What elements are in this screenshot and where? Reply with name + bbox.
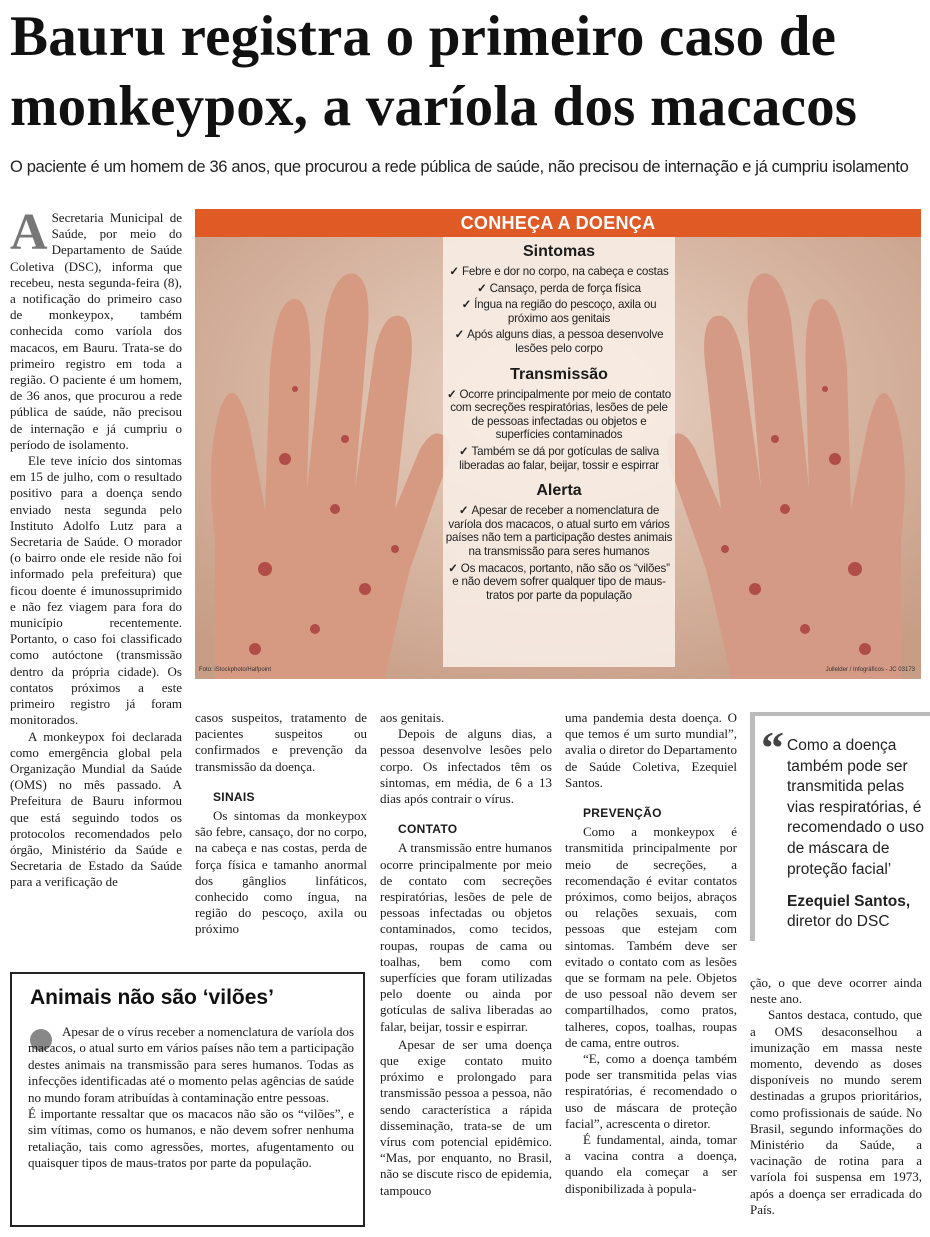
photo-credit: Foto: iStockphoto/Halfpoint: [199, 667, 272, 673]
infographic-text: [443, 241, 675, 605]
alerta-item: ✓ Apesar de receber a nomenclatura de varíola dos macacos, o atual surto em vários países não tem a participação destes animais na transmissão para seres humanos: [445, 504, 673, 558]
article-paragraph: Como a monkeypox é transmitida principalmente por meio de secreções, a recomendação é evitar contatos próximos, como beijos, abraços ou relações sexuais, com pessoas que estejam com sintomas. Também deve ser evitado o contato com as lesões que se formam na pele. Objetos de uso pessoal não devem ser compartilhados, como pratos, talheres, copos, toalhas, roupas de cama, entre outros.: [565, 824, 737, 1050]
article-paragraph: ção, o que deve ocorrer ainda neste ano.: [750, 975, 922, 1007]
transmissao-item: ✓ Também se dá por gotículas de saliva liberadas ao falar, beijar, tossir e espirrar: [459, 444, 659, 472]
article-paragraph: aos genitais.: [380, 710, 445, 725]
transmissao-item: ✓ Ocorre principalmente por meio de contato com secreções respiratórias, lesões de pele de pessoas infectadas ou objetos e superfícies contaminados: [446, 387, 672, 442]
quote-author: Ezequiel Santos, diretor do DSC: [787, 893, 911, 930]
pull-quote: [750, 712, 930, 941]
article-paragraph: A Secretaria Municipal de Saúde, por meio do Departamento de Saúde Coletiva (DSC), informa que recebeu, nesta segunda-feira (8), a notificação do primeiro caso de monkeypox, também conhecida como varíola dos macacos, em Bauru. Trata-se do primeiro registro em toda a região. O paciente é um homem, de 36 anos, que procurou a rede pública de saúde, não precisou de internação e já cumpriu o período de isolamento.: [10, 210, 182, 452]
infographic-banner-title: CONHEÇA A DOENÇA: [460, 213, 656, 233]
check-icon: ✓: [461, 298, 472, 312]
sintomas-title: Sintomas: [522, 243, 595, 260]
headline: Bauru registra o primeiro caso de monkeypox, a varíola dos macacos: [10, 5, 858, 138]
box-paragraph: Apesar de o vírus receber a nomenclatura de varíola dos macacos, o atual surto em vários países não tem a participação destes animais na transmissão para seres humanos. Todas as infecções identificadas até o momento pelas agências de saúde no mundo foram atribuídas à contaminação entre pessoas.: [28, 1024, 355, 1105]
article-column-5: [750, 975, 922, 1230]
article-paragraph: Os sintomas da monkeypox são febre, cansaço, dor no corpo, na cabeça e nas costas, perda de força física e tamanho anormal dos gânglios linfáticos, conhecido como íngua, na região do pescoço, axila ou próximo: [195, 808, 367, 937]
alerta-item: ✓ Os macacos, portanto, não são os “vilões” e não devem sofrer qualquer tipo de maus-tratos por parte da população: [448, 561, 670, 602]
article-paragraph: É fundamental, ainda, tomar a vacina contra a doença, quando ela começar a ser disponibilizada à popula-: [565, 1132, 737, 1196]
section-heading-contato: CONTATO: [398, 822, 458, 837]
article-paragraph: “E, como a doença também pode ser transmitida pelas vias respiratórias, é recomendado o uso de máscara de proteção facial”, acrescenta o diretor.: [565, 1051, 737, 1131]
alerta-title: Alerta: [536, 482, 582, 500]
article-column-2: [195, 710, 367, 950]
subheadline: O paciente é um homem de 36 anos, que procurou a rede pública de saúde, não precisou de internação e já cumpriu isolamento: [10, 158, 909, 176]
check-icon: ✓: [458, 504, 469, 518]
sintoma-item: ✓ Íngua na região do pescoço, axila ou próximo aos genitais: [461, 298, 657, 325]
article-paragraph: Apesar de ser uma doença que exige contato muito próximo e prolongado para transmissão pessoa a pessoa, não sendo característica a rápida disseminação, trata-se de um vírus com potencial epidêmico. “Mas, por enquanto, no Brasil, não se discute risco de epidemia, tampouco: [380, 1036, 552, 1198]
box-paragraph: É importante ressaltar que os macacos não são os “vilões”, e sim vítimas, como os humanos, e não devem sofrer nenhuma retaliação, tais como agressões, mortes, afugentamento ou quaisquer tipos de maus-tratos por parte da população.: [28, 1106, 354, 1171]
section-heading-prevencao: PREVENÇÃO: [583, 806, 662, 821]
check-icon: ✓: [449, 265, 459, 278]
article-column-4: [565, 710, 737, 1230]
article-column-1: [10, 210, 182, 950]
dropcap: A: [10, 210, 48, 261]
article-paragraph: A monkeypox foi declarada como emergência global pela Organização Mundial da Saúde (OMS) no mês passado. A Prefeitura de Bauru informou que está seguindo todos os protocolos recomendados pelo órgão, Ministério da Saúde e Secretaria de Estado da Saúde para a verificação de: [10, 728, 182, 890]
article-paragraph: casos suspeitos, tratamento de pacientes suspeitos ou confirmados e prevenção da transmissão da doença.: [195, 710, 367, 774]
infographic-credit: Jullelder / Infográficos - JC 03173: [825, 667, 915, 673]
check-icon: ✓: [454, 328, 465, 342]
check-icon: ✓: [459, 444, 469, 458]
sintoma-item: ✓ Febre e dor no corpo, na cabeça e costas: [449, 265, 669, 278]
quote-mark-icon: “: [761, 722, 784, 773]
article-paragraph: A transmissão entre humanos ocorre principalmente por meio de contato com secreções respiratórias, lesões de pele de pessoas infectadas ou objetos contaminados, como tecidos, roupas, roupas de cama ou toalhas, bem como com superfícies que foram utilizadas pelo doente ou ainda por gotículas de saliva liberadas ao falar, beijar, tossir e espirrar.: [380, 840, 552, 1034]
infographic: [195, 209, 921, 679]
box-text: [28, 1024, 354, 1172]
article-column-3: [380, 710, 552, 1230]
box-title: Animais não são ‘vilões’: [30, 986, 274, 1009]
article-paragraph: uma pandemia desta doença. O que temos é um surto mundial”, avalia o diretor do Departamento de Saúde Coletiva, Ezequiel Santos.: [565, 710, 737, 790]
check-icon: ✓: [477, 281, 487, 295]
section-heading-sinais: SINAIS: [213, 789, 255, 804]
quote-text: Como a doença também pode ser transmitida pelas vias respiratórias, é recomendado o uso de máscara de proteção facial’: [787, 737, 925, 878]
sidebar-box: [10, 972, 365, 1227]
transmissao-title: Transmissão: [510, 365, 608, 383]
check-icon: ✓: [448, 561, 458, 575]
check-icon: ✓: [446, 387, 457, 401]
sintoma-item: ✓ Cansaço, perda de força física: [477, 281, 641, 295]
article-paragraph: Depois de alguns dias, a pessoa desenvolve lesões pelo corpo. Os infectados têm os sintomas, em média, de 6 a 13 dias após contrair o vírus.: [380, 726, 552, 807]
sintoma-item: ✓ Após alguns dias, a pessoa desenvolve lesões pelo corpo: [454, 328, 664, 355]
article-paragraph: Ele teve início dos sintomas em 15 de julho, com o resultado positivo para a doença sendo enviado nesta segunda pelo Instituto Adolfo Lutz para a Secretaria de Saúde. O morador (o bairro onde ele reside não foi informado pela prefeitura) que ficou doente é imunossuprimido e não fez viagem para fora do município recentemente. Portanto, o caso foi classificado como autóctone (transmissão dentro da própria cidade). Os contatos próximos a este primeiro registro já foram monitorados.: [10, 453, 182, 728]
article-paragraph: Santos destaca, contudo, que a OMS desaconselhou a imunização em massa neste momento, devendo as doses disponíveis no mundo serem destinadas a grupos prioritários, como profissionais de saúde. No Brasil, segundo informações do Ministério da Saúde, a vacinação de rotina para a varíola foi suspensa em 1973, após a doença ser erradicada do País.: [750, 1007, 922, 1217]
